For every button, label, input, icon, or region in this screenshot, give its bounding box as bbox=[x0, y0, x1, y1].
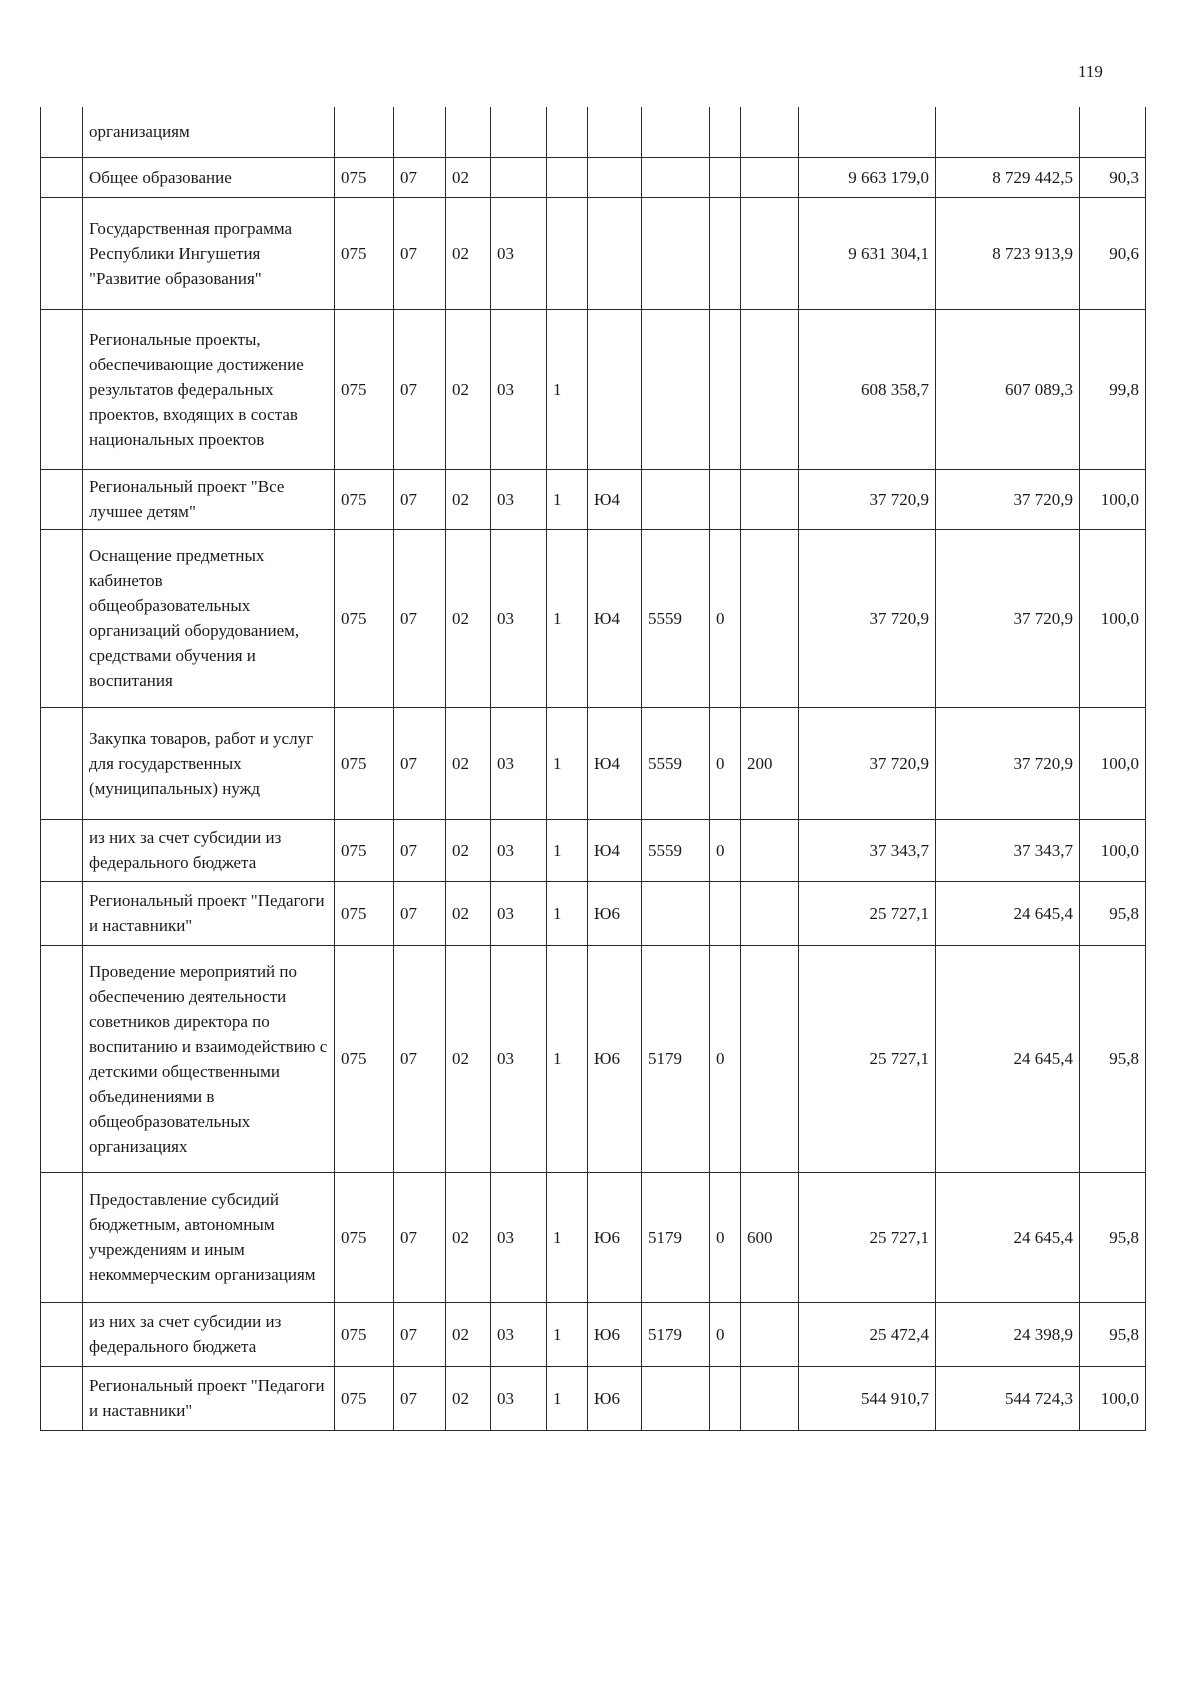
code-subsection bbox=[446, 107, 491, 157]
code-subsection: 02 bbox=[446, 469, 491, 529]
code-expense-type bbox=[741, 157, 799, 197]
code-subsection: 02 bbox=[446, 1302, 491, 1366]
code-subprogram: 1 bbox=[547, 1366, 588, 1430]
code-direction bbox=[642, 157, 710, 197]
code-gp: 075 bbox=[335, 945, 394, 1172]
table-row bbox=[41, 1172, 1146, 1302]
code-program bbox=[491, 157, 547, 197]
code-subsection: 02 bbox=[446, 1366, 491, 1430]
code-expense-type bbox=[741, 309, 799, 469]
code-expense-type bbox=[741, 529, 799, 707]
table-row bbox=[41, 469, 1146, 529]
row-name: Региональный проект "Педагоги и наставники" bbox=[83, 881, 335, 945]
row-name: из них за счет субсидии из федерального бюджета bbox=[83, 819, 335, 881]
code-subprogram: 1 bbox=[547, 1172, 588, 1302]
code-subsection: 02 bbox=[446, 1172, 491, 1302]
amount-plan: 25 727,1 bbox=[799, 1172, 936, 1302]
code-subsection: 02 bbox=[446, 529, 491, 707]
code-section: 07 bbox=[394, 197, 446, 309]
code-gp: 075 bbox=[335, 529, 394, 707]
code-section: 07 bbox=[394, 1172, 446, 1302]
amount-plan: 37 720,9 bbox=[799, 529, 936, 707]
code-flag bbox=[710, 1366, 741, 1430]
code-section: 07 bbox=[394, 881, 446, 945]
code-project: Ю4 bbox=[588, 529, 642, 707]
execution-percent: 100,0 bbox=[1080, 1366, 1146, 1430]
code-project bbox=[588, 197, 642, 309]
code-subprogram: 1 bbox=[547, 707, 588, 819]
code-program: 03 bbox=[491, 1366, 547, 1430]
code-direction bbox=[642, 469, 710, 529]
table-row bbox=[41, 197, 1146, 309]
code-section: 07 bbox=[394, 309, 446, 469]
code-project: Ю4 bbox=[588, 819, 642, 881]
code-flag: 0 bbox=[710, 945, 741, 1172]
code-gp bbox=[335, 107, 394, 157]
code-project: Ю4 bbox=[588, 469, 642, 529]
code-subsection: 02 bbox=[446, 707, 491, 819]
code-subprogram: 1 bbox=[547, 309, 588, 469]
table-row bbox=[41, 529, 1146, 707]
row-margin-cell bbox=[41, 945, 83, 1172]
code-section: 07 bbox=[394, 469, 446, 529]
code-expense-type bbox=[741, 1302, 799, 1366]
code-flag bbox=[710, 107, 741, 157]
row-margin-cell bbox=[41, 157, 83, 197]
table-row bbox=[41, 707, 1146, 819]
code-project: Ю6 bbox=[588, 1302, 642, 1366]
row-margin-cell bbox=[41, 1366, 83, 1430]
code-subsection: 02 bbox=[446, 945, 491, 1172]
code-section: 07 bbox=[394, 1366, 446, 1430]
code-program: 03 bbox=[491, 529, 547, 707]
row-margin-cell bbox=[41, 529, 83, 707]
amount-fact: 8 729 442,5 bbox=[936, 157, 1080, 197]
code-program: 03 bbox=[491, 469, 547, 529]
execution-percent: 90,3 bbox=[1080, 157, 1146, 197]
amount-fact: 37 343,7 bbox=[936, 819, 1080, 881]
row-name: Государственная программа Республики Ингушетия "Развитие образования" bbox=[83, 197, 335, 309]
code-direction: 5559 bbox=[642, 707, 710, 819]
code-subprogram: 1 bbox=[547, 881, 588, 945]
code-section: 07 bbox=[394, 1302, 446, 1366]
execution-percent: 100,0 bbox=[1080, 469, 1146, 529]
code-gp: 075 bbox=[335, 819, 394, 881]
code-expense-type: 600 bbox=[741, 1172, 799, 1302]
amount-fact: 24 398,9 bbox=[936, 1302, 1080, 1366]
table-row bbox=[41, 1302, 1146, 1366]
code-section: 07 bbox=[394, 707, 446, 819]
code-section: 07 bbox=[394, 819, 446, 881]
execution-percent: 100,0 bbox=[1080, 707, 1146, 819]
code-subprogram bbox=[547, 157, 588, 197]
code-project: Ю6 bbox=[588, 1172, 642, 1302]
amount-plan: 25 727,1 bbox=[799, 881, 936, 945]
code-flag bbox=[710, 309, 741, 469]
execution-percent: 95,8 bbox=[1080, 1172, 1146, 1302]
row-name: Региональный проект "Педагоги и наставники" bbox=[83, 1366, 335, 1430]
code-flag bbox=[710, 197, 741, 309]
code-direction: 5179 bbox=[642, 1302, 710, 1366]
code-subprogram: 1 bbox=[547, 469, 588, 529]
amount-fact: 24 645,4 bbox=[936, 881, 1080, 945]
code-project bbox=[588, 309, 642, 469]
amount-fact: 37 720,9 bbox=[936, 469, 1080, 529]
code-program: 03 bbox=[491, 1172, 547, 1302]
code-gp: 075 bbox=[335, 309, 394, 469]
code-program: 03 bbox=[491, 945, 547, 1172]
table-row bbox=[41, 945, 1146, 1172]
code-gp: 075 bbox=[335, 197, 394, 309]
row-margin-cell bbox=[41, 819, 83, 881]
code-program: 03 bbox=[491, 197, 547, 309]
row-margin-cell bbox=[41, 107, 83, 157]
code-expense-type bbox=[741, 881, 799, 945]
code-flag: 0 bbox=[710, 1302, 741, 1366]
code-subprogram: 1 bbox=[547, 529, 588, 707]
code-direction: 5179 bbox=[642, 945, 710, 1172]
code-expense-type bbox=[741, 197, 799, 309]
code-gp: 075 bbox=[335, 469, 394, 529]
row-name: Общее образование bbox=[83, 157, 335, 197]
code-flag bbox=[710, 469, 741, 529]
code-expense-type bbox=[741, 945, 799, 1172]
amount-plan bbox=[799, 107, 936, 157]
code-subprogram bbox=[547, 107, 588, 157]
execution-percent: 90,6 bbox=[1080, 197, 1146, 309]
row-name: Предоставление субсидий бюджетным, автономным учреждениям и иным некоммерческим организациям bbox=[83, 1172, 335, 1302]
code-flag bbox=[710, 881, 741, 945]
code-expense-type bbox=[741, 1366, 799, 1430]
row-name: Оснащение предметных кабинетов общеобразовательных организаций оборудованием, средствами обучения и воспитания bbox=[83, 529, 335, 707]
code-subsection: 02 bbox=[446, 819, 491, 881]
amount-fact: 544 724,3 bbox=[936, 1366, 1080, 1430]
amount-fact: 24 645,4 bbox=[936, 945, 1080, 1172]
row-name: Проведение мероприятий по обеспечению деятельности советников директора по воспитанию и взаимодействию с детскими общественными объединениями в общеобразовательных организациях bbox=[83, 945, 335, 1172]
code-flag: 0 bbox=[710, 819, 741, 881]
amount-plan: 544 910,7 bbox=[799, 1366, 936, 1430]
row-name: Региональный проект "Все лучшее детям" bbox=[83, 469, 335, 529]
execution-percent bbox=[1080, 107, 1146, 157]
code-gp: 075 bbox=[335, 1366, 394, 1430]
table-row bbox=[41, 881, 1146, 945]
execution-percent: 100,0 bbox=[1080, 819, 1146, 881]
code-flag: 0 bbox=[710, 1172, 741, 1302]
code-gp: 075 bbox=[335, 707, 394, 819]
code-project bbox=[588, 157, 642, 197]
row-margin-cell bbox=[41, 469, 83, 529]
code-direction: 5559 bbox=[642, 819, 710, 881]
amount-plan: 37 720,9 bbox=[799, 469, 936, 529]
amount-fact: 607 089,3 bbox=[936, 309, 1080, 469]
row-name: Закупка товаров, работ и услуг для государственных (муниципальных) нужд bbox=[83, 707, 335, 819]
amount-plan: 9 663 179,0 bbox=[799, 157, 936, 197]
amount-fact: 37 720,9 bbox=[936, 707, 1080, 819]
code-expense-type bbox=[741, 469, 799, 529]
code-section bbox=[394, 107, 446, 157]
amount-plan: 37 343,7 bbox=[799, 819, 936, 881]
code-flag: 0 bbox=[710, 529, 741, 707]
table-row bbox=[41, 107, 1146, 157]
row-margin-cell bbox=[41, 197, 83, 309]
table-row bbox=[41, 819, 1146, 881]
amount-fact bbox=[936, 107, 1080, 157]
execution-percent: 95,8 bbox=[1080, 881, 1146, 945]
code-flag bbox=[710, 157, 741, 197]
row-margin-cell bbox=[41, 1172, 83, 1302]
code-project: Ю6 bbox=[588, 1366, 642, 1430]
page-number: 119 bbox=[1078, 62, 1103, 81]
row-margin-cell bbox=[41, 1302, 83, 1366]
execution-percent: 95,8 bbox=[1080, 945, 1146, 1172]
code-subprogram: 1 bbox=[547, 945, 588, 1172]
row-name: из них за счет субсидии из федерального бюджета bbox=[83, 1302, 335, 1366]
code-subsection: 02 bbox=[446, 309, 491, 469]
code-section: 07 bbox=[394, 157, 446, 197]
row-name: Региональные проекты, обеспечивающие достижение результатов федеральных проектов, входящих в состав национальных проектов bbox=[83, 309, 335, 469]
code-direction bbox=[642, 309, 710, 469]
code-subsection: 02 bbox=[446, 157, 491, 197]
code-program bbox=[491, 107, 547, 157]
code-subprogram bbox=[547, 197, 588, 309]
table-row bbox=[41, 157, 1146, 197]
code-subsection: 02 bbox=[446, 881, 491, 945]
code-expense-type bbox=[741, 107, 799, 157]
code-direction bbox=[642, 197, 710, 309]
code-project: Ю6 bbox=[588, 945, 642, 1172]
code-section: 07 bbox=[394, 945, 446, 1172]
code-project: Ю4 bbox=[588, 707, 642, 819]
row-name: организациям bbox=[83, 107, 335, 157]
table-row bbox=[41, 309, 1146, 469]
code-expense-type bbox=[741, 819, 799, 881]
execution-percent: 95,8 bbox=[1080, 1302, 1146, 1366]
code-project: Ю6 bbox=[588, 881, 642, 945]
code-subsection: 02 bbox=[446, 197, 491, 309]
amount-fact: 37 720,9 bbox=[936, 529, 1080, 707]
code-gp: 075 bbox=[335, 1302, 394, 1366]
code-direction bbox=[642, 1366, 710, 1430]
amount-plan: 37 720,9 bbox=[799, 707, 936, 819]
execution-percent: 100,0 bbox=[1080, 529, 1146, 707]
amount-fact: 8 723 913,9 bbox=[936, 197, 1080, 309]
code-direction: 5559 bbox=[642, 529, 710, 707]
amount-plan: 608 358,7 bbox=[799, 309, 936, 469]
code-subprogram: 1 bbox=[547, 1302, 588, 1366]
code-direction bbox=[642, 107, 710, 157]
code-gp: 075 bbox=[335, 881, 394, 945]
code-subprogram: 1 bbox=[547, 819, 588, 881]
amount-plan: 25 472,4 bbox=[799, 1302, 936, 1366]
amount-plan: 9 631 304,1 bbox=[799, 197, 936, 309]
row-margin-cell bbox=[41, 881, 83, 945]
code-expense-type: 200 bbox=[741, 707, 799, 819]
code-gp: 075 bbox=[335, 1172, 394, 1302]
code-program: 03 bbox=[491, 309, 547, 469]
code-program: 03 bbox=[491, 1302, 547, 1366]
row-margin-cell bbox=[41, 309, 83, 469]
amount-plan: 25 727,1 bbox=[799, 945, 936, 1172]
code-program: 03 bbox=[491, 819, 547, 881]
code-direction: 5179 bbox=[642, 1172, 710, 1302]
code-project bbox=[588, 107, 642, 157]
execution-percent: 99,8 bbox=[1080, 309, 1146, 469]
code-direction bbox=[642, 881, 710, 945]
code-gp: 075 bbox=[335, 157, 394, 197]
code-program: 03 bbox=[491, 707, 547, 819]
budget-table bbox=[40, 107, 1146, 1431]
code-program: 03 bbox=[491, 881, 547, 945]
row-margin-cell bbox=[41, 707, 83, 819]
table-row bbox=[41, 1366, 1146, 1430]
code-section: 07 bbox=[394, 529, 446, 707]
code-flag: 0 bbox=[710, 707, 741, 819]
amount-fact: 24 645,4 bbox=[936, 1172, 1080, 1302]
